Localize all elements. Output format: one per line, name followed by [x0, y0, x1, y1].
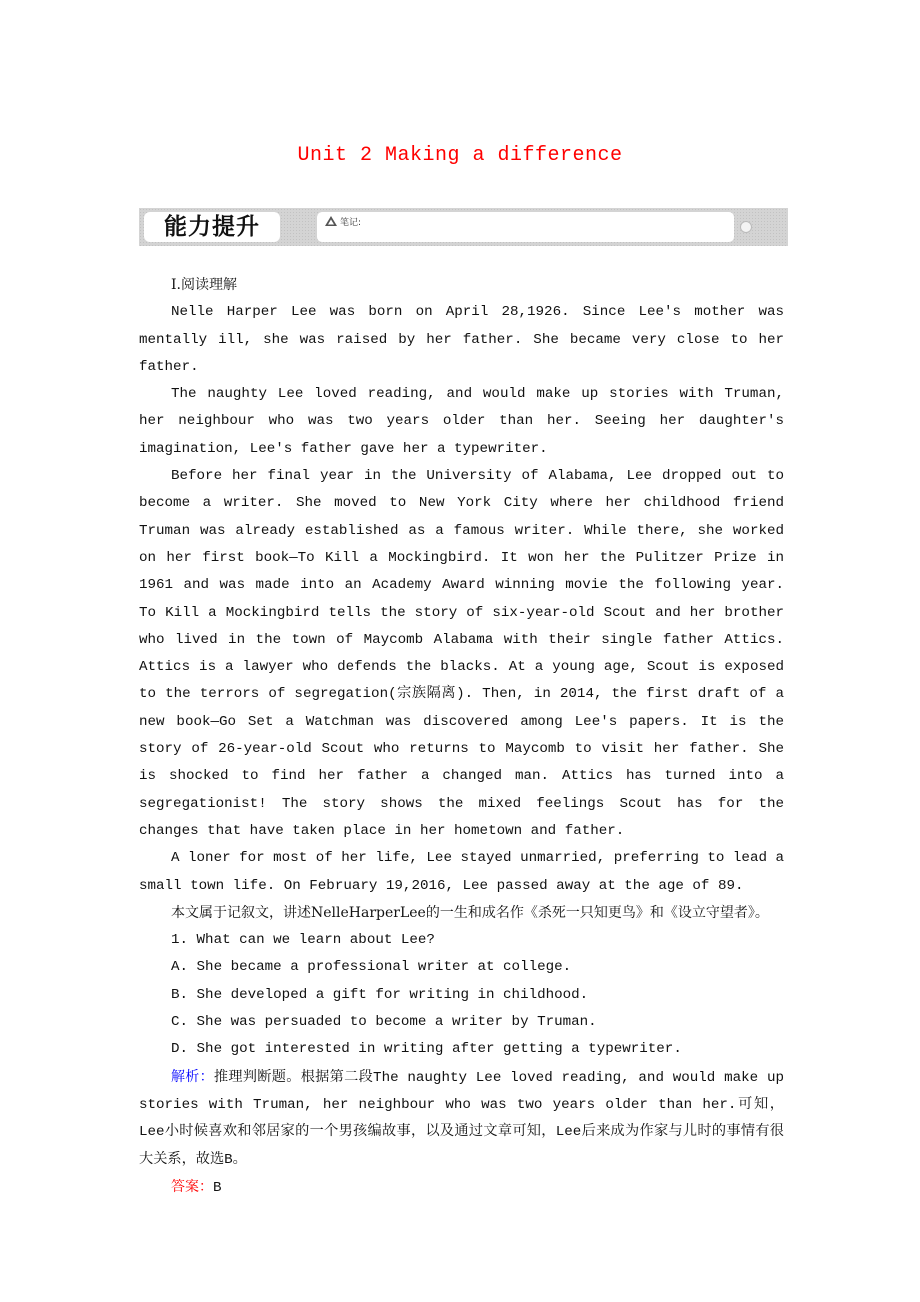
question-stem: 1. What can we learn about Lee? [171, 932, 435, 949]
recycle-icon [325, 216, 337, 226]
option-a: A. She became a professional writer at college. [171, 959, 572, 976]
ability-banner [139, 208, 788, 246]
answer-value: B [213, 1179, 222, 1196]
banner-label: 能力提升 [144, 212, 280, 242]
option-c: C. She was persuaded to become a writer by Truman. [171, 1014, 597, 1031]
page-title: Unit 2 Making a difference [297, 144, 623, 167]
summary: 本文属于记叙文，讲述NelleHarperLee的一生和成名作《杀死一只知更鸟》和《设立守望者》。 [171, 904, 769, 921]
notes-field[interactable] [317, 212, 734, 242]
passage-paragraph: The naughty Lee loved reading, and would make up stories with Truman, her neighbour who was two years older than her. Seeing her daughter's imagination, Lee's father gave her a typewriter. [139, 386, 784, 457]
passage-paragraph: A loner for most of her life, Lee stayed unmarried, preferring to lead a small town life. On February 19,2016, Lee passed away at the age of 89. [139, 850, 784, 894]
option-d: D. She got interested in writing after getting a typewriter. [171, 1041, 682, 1058]
option-b: B. She developed a gift for writing in childhood. [171, 986, 589, 1003]
analysis [139, 1064, 784, 1174]
passage-paragraph: Nelle Harper Lee was born on April 28,1926. Since Lee's mother was mentally ill, she was raised by her father. She became very close to her father. [139, 304, 784, 375]
answer-label: 答案： [171, 1178, 213, 1195]
pin-icon[interactable] [740, 221, 752, 233]
passage-paragraph: Before her final year in the University of Alabama, Lee dropped out to become a writer. She moved to New York City where her childhood friend Truman was already established as a famous writer. While there, she worked on her first book—To Kill a Mockingbird. It won her the Pulitzer Prize in 1961 and was made into an Academy Award winning movie the following year. To Kill a Mockingbird tells the story of six-year-old Scout and her brother who lived in the town of Maycomb Alabama with their single father Attics. Attics is a lawyer who defends the blacks. At a young age, Scout is exposed to the terrors of segregation(宗族隔离). Then, in 2014, the first draft of a new book—Go Set a Watchman was discovered among Lee's papers. It is the story of 26-year-old Scout who returns to Maycomb to visit her father. She is shocked to find her father a changed man. Attics has turned into a segregationist! The story shows the mixed feelings Scout has for the changes that have taken place in her hometown and father. [139, 468, 784, 839]
analysis-text: 推理判断题。根据第二段The naughty Lee loved reading, and would make up stories with Truman, her neighbour who was two years older than her.可知，Lee小时候喜欢和邻居家的一个男孩编故事，以及通过文章可知，Lee后来成为作家与儿时的事情有很大关系，故选B。 [139, 1069, 785, 1168]
document-body [139, 272, 784, 1202]
notes-label: 笔记: [340, 218, 362, 228]
answer [139, 1174, 784, 1202]
section-heading: Ⅰ.阅读理解 [171, 277, 237, 293]
analysis-label: 解析： [171, 1068, 214, 1085]
